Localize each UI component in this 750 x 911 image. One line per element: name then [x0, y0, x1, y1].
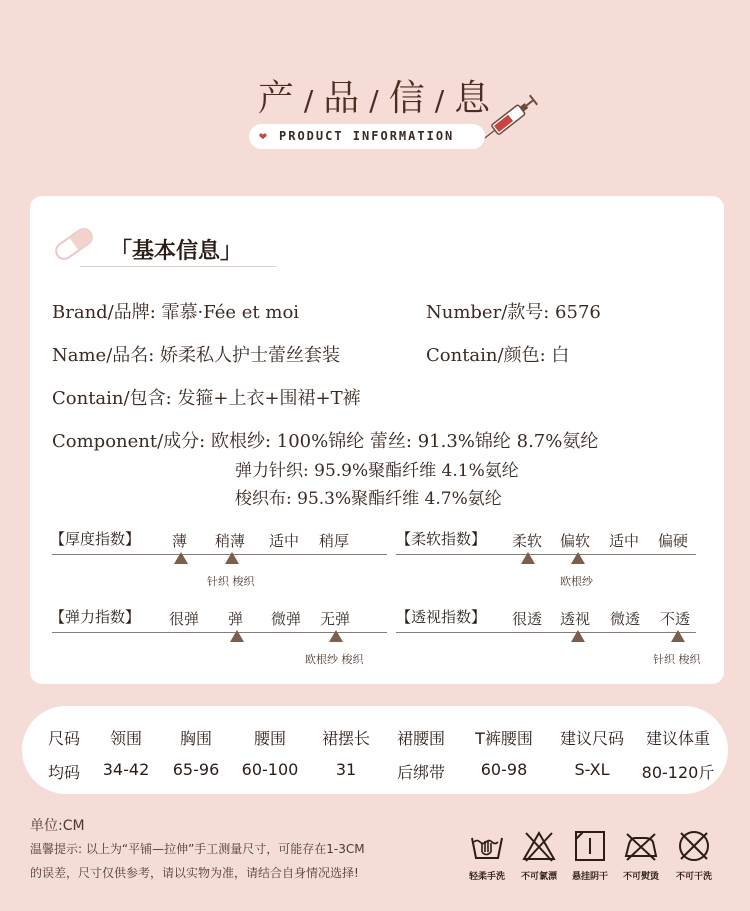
care-label: 不可氯漂	[520, 872, 557, 882]
syringe-icon	[478, 88, 548, 143]
softness-option: 偏硬	[658, 532, 689, 550]
size-header: 尺码	[47, 729, 80, 748]
pill-capsule-icon	[50, 224, 98, 264]
thickness-marker	[225, 552, 239, 564]
transparency-marker	[671, 630, 685, 642]
component-text-2: 弹力针织: 95.9%聚酯纤维 4.1%氨纶	[235, 461, 519, 481]
size-value: 31	[335, 760, 357, 779]
size-header: 建议尺码	[559, 729, 624, 748]
elasticity-option: 很弹	[169, 610, 200, 628]
size-value: S-XL	[574, 760, 610, 779]
no-iron-icon	[623, 828, 659, 864]
elasticity-note: 欧根纱 梭织	[305, 653, 364, 666]
softness-option: 适中	[609, 532, 640, 550]
elasticity-title: 【弹力指数】	[50, 608, 141, 626]
size-header: 腰围	[253, 729, 286, 748]
size-value: 60-98	[480, 760, 528, 779]
softness-option: 柔软	[512, 532, 543, 550]
component-text-3: 梭织布: 95.3%聚酯纤维 4.7%氨纶	[235, 489, 502, 509]
elasticity-marker	[329, 630, 343, 642]
number-text: Number/款号: 6576	[426, 302, 601, 323]
subtitle: PRODUCT INFORMATION	[279, 129, 455, 143]
elasticity-option: 微弹	[271, 610, 302, 628]
size-header: 建议体重	[645, 729, 710, 748]
tip-line-1: 温馨提示: 以上为“平铺—拉伸”手工测量尺寸，可能存在1-3CM	[30, 842, 365, 856]
transparency-option: 很透	[512, 610, 543, 628]
title-char: 信	[388, 78, 427, 119]
tip-line-2: 的误差，尺寸仅供参考，请以实物为准，请结合自身情况选择!	[30, 866, 359, 880]
size-value: 60-100	[241, 760, 299, 779]
size-value: 65-96	[172, 760, 220, 779]
thickness-title: 【厚度指数】	[50, 530, 141, 548]
basic-info-card	[30, 196, 724, 684]
page-title: 产 / 品 / 信 / 息	[257, 78, 493, 119]
no-dry-clean-icon	[676, 828, 712, 864]
transparency-option: 不透	[660, 610, 691, 628]
contain-text: Contain/包含: 发箍+上衣+围裙+T裤	[52, 388, 361, 409]
softness-title: 【柔软指数】	[396, 530, 487, 548]
name-text: Name/品名: 娇柔私人护士蕾丝套装	[52, 345, 341, 366]
hang-dry-icon	[572, 828, 608, 864]
care-label: 轻柔手洗	[468, 872, 505, 882]
size-header: 胸围	[179, 729, 212, 748]
heart-icon: ❤	[259, 129, 269, 144]
care-label: 不可熨烫	[622, 872, 659, 882]
size-value: 均码	[47, 763, 80, 782]
title-char: 息	[454, 78, 493, 119]
transparency-note: 针织 梭织	[653, 653, 701, 666]
thickness-scale	[52, 554, 387, 555]
thickness-marker	[174, 552, 188, 564]
subtitle-pill	[249, 124, 485, 149]
size-header: 裙摆长	[321, 729, 370, 748]
size-header: T裤腰围	[475, 729, 533, 748]
elasticity-option: 弹	[228, 610, 244, 628]
size-header: 裙腰围	[396, 729, 445, 748]
size-value: 34-42	[102, 760, 150, 779]
transparency-option: 透视	[560, 610, 591, 628]
unit-note: 单位:CM	[30, 818, 85, 834]
thickness-option: 稍薄	[215, 532, 246, 550]
section-divider	[80, 266, 276, 267]
thickness-note: 针织 梭织	[207, 575, 255, 588]
thickness-option: 稍厚	[319, 532, 350, 550]
care-label: 悬挂阴干	[571, 872, 608, 882]
thickness-option: 薄	[172, 532, 188, 550]
brand-text: Brand/品牌: 霏慕·Fée et moi	[52, 302, 300, 323]
no-bleach-icon	[521, 828, 557, 864]
component-text: Component/成分: 欧根纱: 100%锦纶 蕾丝: 91.3%锦纶 8.7%氨纶	[52, 431, 599, 452]
care-label: 不可干洗	[675, 872, 712, 882]
softness-note: 欧根纱	[560, 575, 593, 588]
size-header: 领围	[109, 729, 142, 748]
elasticity-marker	[230, 630, 244, 642]
transparency-title: 【透视指数】	[396, 608, 487, 626]
thickness-option: 适中	[269, 532, 300, 550]
size-table	[22, 706, 728, 794]
transparency-option: 微透	[610, 610, 641, 628]
softness-marker	[521, 552, 535, 564]
softness-option: 偏软	[560, 532, 591, 550]
title-char: 产	[257, 78, 296, 119]
size-value: 后绑带	[396, 763, 445, 782]
softness-scale	[396, 554, 696, 555]
transparency-scale	[396, 632, 696, 633]
elasticity-option: 无弹	[320, 610, 351, 628]
color-text: Contain/颜色: 白	[426, 345, 570, 366]
transparency-marker	[571, 630, 585, 642]
size-value: 80-120斤	[641, 763, 715, 782]
title-char: 品	[323, 78, 362, 119]
section-title: 「基本信息」	[110, 239, 243, 264]
softness-marker	[571, 552, 585, 564]
hand-wash-icon	[469, 828, 505, 864]
